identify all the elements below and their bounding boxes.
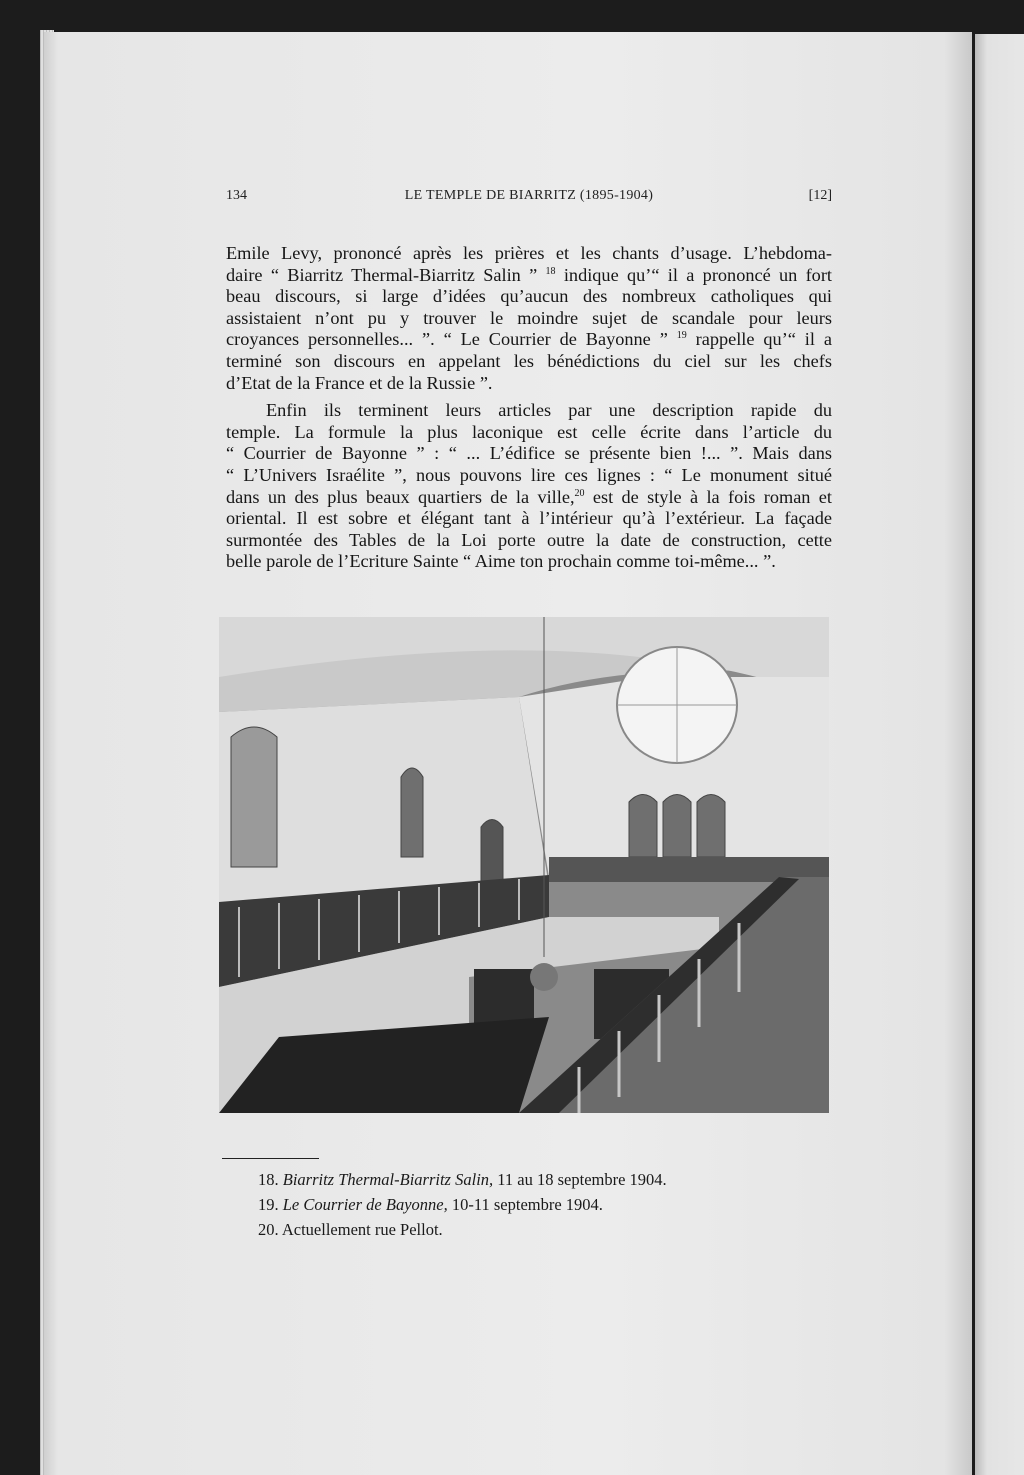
section-number: [12] [808, 188, 832, 203]
text-run: beau discours, si large d’idées qu’aucun des nombreux catholiques qui [226, 286, 832, 307]
text-run: surmontée des Tables de la Loi porte outre la date de construction, cette [226, 529, 832, 550]
footnote-number: 20. [258, 1220, 279, 1239]
text-line [226, 351, 832, 373]
text-run: Emile Levy, prononcé après les prières et les chants d’usage. L’hebdoma- [226, 243, 832, 263]
text-run: dans un des plus beaux quartiers de la ville, [226, 486, 575, 507]
text-line [226, 443, 832, 465]
footnote-text: 11 au 18 septembre 1904. [493, 1170, 667, 1189]
running-title: LE TEMPLE DE BIARRITZ (1895-1904) [404, 188, 654, 203]
footnote-number: 19. [258, 1195, 279, 1214]
footnote-number: 18. [258, 1170, 279, 1189]
text-run: “ L’Univers Israélite ”, nous pouvons lire ces lignes : “ Le monument situé [226, 464, 832, 485]
text-line [226, 530, 832, 552]
footnote-text: Actuellement rue Pellot. [281, 1220, 443, 1239]
footnote-text: 10-11 septembre 1904. [447, 1195, 603, 1214]
footnote [258, 1167, 667, 1192]
facing-page-edge [975, 34, 1024, 1475]
text-line [226, 265, 832, 287]
text-line [226, 308, 832, 330]
text-run: daire “ Biarritz Thermal-Biarritz Salin ” [226, 264, 546, 285]
footnote-source: Biarritz Thermal-Biarritz Salin, [282, 1170, 494, 1189]
text-line [226, 487, 832, 509]
text-run: temple. La formule la plus laconique est celle écrite dans l’article du [226, 421, 832, 442]
footnote-ref: 19 [676, 330, 687, 342]
page-number: 134 [226, 188, 247, 203]
paragraph [226, 400, 832, 573]
text-line [226, 329, 832, 351]
text-run: est de style à la fois roman et [584, 486, 832, 507]
text-run: d’Etat de la France et de la Russie ”. [226, 372, 493, 393]
footnote-ref: 18 [545, 265, 556, 277]
text-line [226, 373, 832, 395]
text-run: “ Courrier de Bayonne ” : “ ... L’édifice se présente bien !... ”. Mais dans [226, 443, 832, 464]
text-run: croyances personnelles... ”. “ Le Courrier de Bayonne ” [226, 329, 677, 350]
text-run: terminé son discours en appelant les bénédictions du ciel sur les chefs [226, 350, 832, 371]
text-line [226, 422, 832, 444]
footnote [258, 1217, 667, 1242]
synagogue-interior-photo [219, 617, 829, 1113]
body-text [226, 243, 832, 573]
text-run: rappelle qu’“ il a [686, 329, 832, 350]
footnote-source: Le Courrier de Bayonne, [282, 1195, 448, 1214]
text-line [226, 400, 832, 422]
text-line [226, 465, 832, 487]
text-run: oriental. Il est sobre et élégant tant à l’intérieur qu’à l’extérieur. La façade [226, 508, 832, 529]
footnote [258, 1192, 667, 1217]
text-line [226, 508, 832, 530]
text-run: Enfin ils terminent leurs articles par une description rapide du [266, 400, 832, 421]
text-line [226, 551, 832, 573]
footnote-separator [222, 1158, 319, 1159]
footnotes [258, 1167, 667, 1242]
paragraph [226, 243, 832, 394]
text-line [226, 243, 832, 265]
text-run: belle parole de l’Ecriture Sainte “ Aime ton prochain comme toi-même... ”. [226, 551, 776, 572]
text-run: indique qu’“ il a prononcé un fort [555, 264, 832, 285]
text-line [226, 286, 832, 308]
text-run: assistaient n’ont pu y trouver le moindre sujet de scandale pour leurs [226, 307, 832, 328]
footnote-ref: 20 [574, 487, 585, 499]
